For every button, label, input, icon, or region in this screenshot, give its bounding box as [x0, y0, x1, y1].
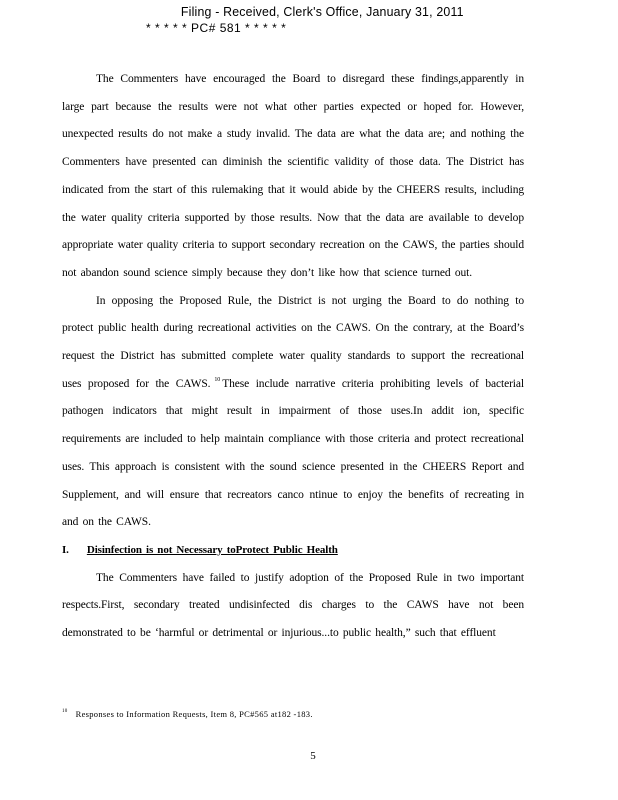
page-number: 5: [310, 750, 316, 762]
filing-header: Filing - Received, Clerk's Office, January 31, 2011: [180, 4, 464, 19]
paragraph-2-part-1: In opposing the Proposed Rule, the District is not urging the Board to do nothing to protect public health during recreational activities on the CAWS. On the contrary, at the Board’s request the District has submitted complete water quality standards to support the recreational uses proposed for the CAWS.: [62, 294, 524, 390]
document-body: [62, 66, 524, 648]
paragraph-2-part-2: These include narrative criteria prohibiting levels of bacterial pathogen indicators that might result in impairment of those uses.In addit ion, specific requirements are included to help maintain compliance with those criteria and protect recreational uses. This approach is consistent with the sound science presented in the CHEERS Report and Supplement, and will ensure that recreators canco ntinue to enjoy the benefits of recreating in and on the CAWS.: [62, 377, 524, 529]
footnote-text: Responses to Information Requests, Item 8, PC#565 at182 -183.: [75, 709, 313, 719]
footnote-number: 10: [62, 709, 68, 714]
paragraph-1: The Commenters have encouraged the Board to disregard these findings,apparently in large part because the results were not what other parties expected or hoped for. However, unexpected results do not make a study invalid. The data are what the data are; and nothing the Commenters have presented can diminish the scientific validity of those data. The District has indicated from the start of this rulemaking that it would abide by the CHEERS results, including the water quality criteria supported by those results. Now that the data are available to develop appropriate water quality criteria to support secondary recreation on the CAWS, the parties should not abandon sound science simply because they don’t like how that science turned out.: [62, 73, 524, 279]
section-number: I.: [62, 543, 69, 556]
footnote-reference: 10: [214, 376, 221, 383]
paragraph-2: [62, 288, 524, 537]
section-title: Disinfection is not Necessary toProtect Public Health: [86, 543, 338, 556]
pc-number-header: * * * * * PC# 581 * * * * *: [146, 21, 287, 35]
footnote: [62, 709, 313, 719]
paragraph-3: The Commenters have failed to justify adoption of the Proposed Rule in two important respects.First, secondary treated undisinfected dis charges to the CAWS have not been demonstrated to be ‘harmful or detrimental or injurious...to public health,” such that effluent: [62, 571, 524, 640]
section-heading: [62, 537, 524, 565]
